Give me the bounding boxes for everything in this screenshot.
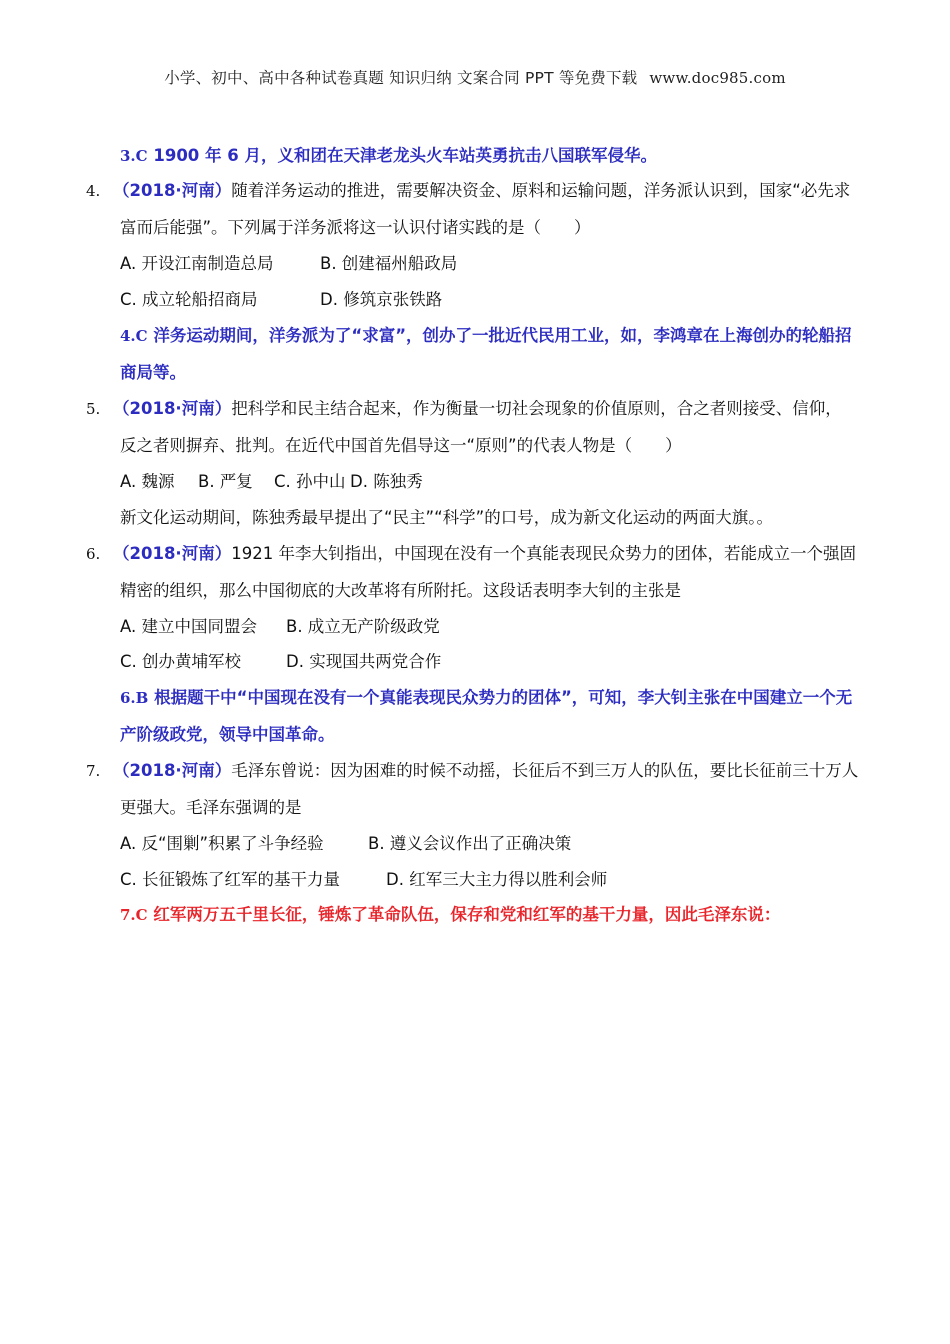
- q6-answer-2: 产阶级政党，领导中国革命。: [120, 725, 335, 744]
- q5-option-c: C. 孙中山: [274, 472, 346, 491]
- q6-stem-line-1: [113, 544, 856, 564]
- q6-option-b: B. 成立无产阶级政党: [286, 617, 440, 636]
- q6-stem-2: 精密的组织，那么中国彻底的大改革将有所附托。这段话表明李大钊的主张是: [120, 581, 681, 600]
- q5-option-b: B. 严复: [198, 472, 253, 491]
- q7-option-c: C. 长征锻炼了红军的基干力量: [120, 870, 341, 889]
- q6-option-d: D. 实现国共两党合作: [286, 652, 442, 671]
- q6-option-c: C. 创办黄埔军校: [120, 652, 242, 671]
- q7-option-b: B. 遵义会议作出了正确决策: [368, 834, 572, 853]
- q4-option-b: B. 创建福州船政局: [320, 254, 458, 273]
- q6-answer-1: 根据题干中“中国现在没有一个真能表现民众势力的团体”，可知，李大钊主张在中国建立一个无: [154, 688, 853, 707]
- q7-option-a: A. 反“围剿”积累了斗争经验: [120, 834, 324, 853]
- q4-answer-line-1: [120, 326, 852, 346]
- q4-answer-2: 商局等。: [120, 363, 186, 382]
- q7-stem-1: 毛泽东曾说：因为困难的时候不动摇，长征后不到三万人的队伍，要比长征前三十万人: [231, 761, 859, 780]
- q4-answer-1: 洋务运动期间，洋务派为了“求富”，创办了一批近代民用工业，如，李鸿章在上海创办的轮船招: [153, 326, 852, 345]
- q7-answer-text: 红军两万五千里长征，锤炼了革命队伍，保存和党和红军的基干力量，因此毛泽东说：: [153, 905, 781, 924]
- q5-tag: （2018·河南）: [113, 399, 232, 418]
- header-url[interactable]: www.doc985.com: [649, 69, 786, 87]
- q5-option-d: D. 陈独秀: [350, 472, 423, 491]
- q4-stem-2: 富而后能强”。下列属于洋务派将这一认识付诸实践的是（ ）: [120, 218, 591, 237]
- q6-number: 6.: [86, 545, 101, 563]
- q4-tag: （2018·河南）: [113, 181, 232, 200]
- q5-stem-2: 反之者则摒弃、批判。在近代中国首先倡导这一“原则”的代表人物是（ ）: [120, 436, 682, 455]
- q6-answer-code: 6.B: [120, 689, 149, 707]
- q5-explanation: 新文化运动期间，陈独秀最早提出了“民主”“科学”的口号，成为新文化运动的两面大旗。。: [120, 508, 773, 527]
- q3-answer: [120, 146, 657, 166]
- q7-stem-2: 更强大。毛泽东强调的是: [120, 798, 302, 817]
- q6-option-a: A. 建立中国同盟会: [120, 617, 257, 636]
- q3-answer-code: 3.C: [120, 147, 148, 165]
- q7-number: 7.: [86, 762, 101, 780]
- page-header: [0, 66, 950, 88]
- q5-stem-1: 把科学和民主结合起来，作为衡量一切社会现象的价值原则，合之者则接受、信仰，: [231, 399, 842, 418]
- q7-answer: [120, 905, 780, 925]
- q7-option-d: D. 红军三大主力得以胜利会师: [386, 870, 608, 889]
- q7-tag: （2018·河南）: [113, 761, 232, 780]
- q5-number: 5.: [86, 400, 101, 418]
- q5-option-a: A. 魏源: [120, 472, 175, 491]
- q4-stem-1: 随着洋务运动的推进，需要解决资金、原料和运输问题，洋务派认识到，国家“必先求: [231, 181, 851, 200]
- q4-stem-line-1: [113, 181, 850, 201]
- q4-answer-code: 4.C: [120, 327, 148, 345]
- q5-stem-line-1: [113, 399, 842, 419]
- q4-option-c: C. 成立轮船招商局: [120, 290, 258, 309]
- q4-number: 4.: [86, 182, 101, 200]
- q6-stem-1: 1921 年李大钊指出，中国现在没有一个真能表现民众势力的团体，若能成立一个强固: [231, 544, 856, 563]
- q4-option-d: D. 修筑京张铁路: [320, 290, 443, 309]
- q7-answer-code: 7.C: [120, 906, 148, 924]
- q7-stem-line-1: [113, 761, 858, 781]
- q6-tag: （2018·河南）: [113, 544, 232, 563]
- header-text: 小学、初中、高中各种试卷真题 知识归纳 文案合同 PPT 等免费下载: [164, 69, 638, 87]
- q4-option-a: A. 开设江南制造总局: [120, 254, 274, 273]
- q3-answer-text: 1900 年 6 月，义和团在天津老龙头火车站英勇抗击八国联军侵华。: [153, 146, 657, 165]
- q6-answer-line-1: [120, 688, 852, 708]
